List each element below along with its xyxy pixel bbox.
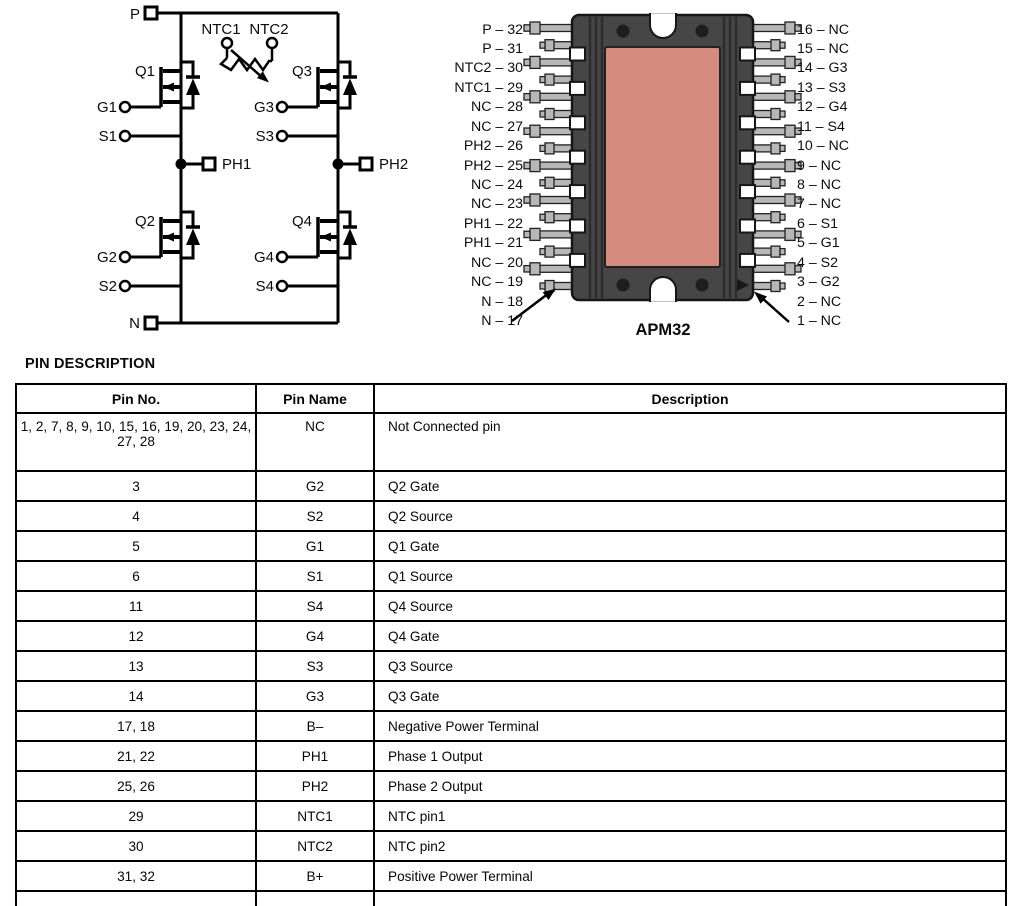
table-row: [16, 801, 1006, 831]
cell-description: NTC pin2: [374, 831, 1006, 861]
ntc-thermistor: [221, 38, 277, 83]
package-left-pin-labels: [413, 21, 523, 332]
cell-pin-no: 30: [16, 831, 256, 861]
pin-label: N – 17: [481, 313, 523, 330]
package-substrate: [605, 47, 720, 267]
cell-pin-name: G4: [256, 621, 374, 651]
pin-label: 10 – NC: [797, 138, 850, 155]
cell-pin-no: 12: [16, 621, 256, 651]
label-q2: Q2: [134, 213, 155, 230]
package-pins-left: [524, 22, 575, 292]
cell-description: Q4 Gate: [374, 621, 1006, 651]
cell-pin-no: 29: [16, 801, 256, 831]
label-q1: Q1: [134, 63, 155, 80]
cell-pin-name: S2: [256, 501, 374, 531]
circuit-schematic: [97, 6, 408, 332]
cell-description: Positive Power Terminal: [374, 861, 1006, 891]
table-row: [16, 861, 1006, 891]
label-ntc2: NTC2: [249, 21, 289, 38]
cell-pin-no: 25, 26: [16, 771, 256, 801]
header-pin-no: Pin No.: [16, 384, 256, 413]
label-s4: S4: [255, 278, 274, 295]
ph2-terminal-square: [360, 158, 372, 170]
cell-pin-name: S1: [256, 561, 374, 591]
pin-label: 7 – NC: [797, 196, 842, 213]
pin-label: NC – 28: [470, 99, 523, 116]
package-name: APM32: [635, 321, 691, 339]
table-title: PIN DESCRIPTION: [25, 356, 156, 372]
pin-label: P – 31: [482, 40, 523, 57]
header-description: Description: [374, 384, 1006, 413]
pin-label: PH2 – 25: [463, 157, 523, 174]
pin-label: NC – 27: [470, 118, 523, 135]
cell-description: Q1 Gate: [374, 531, 1006, 561]
cell-pin-name: NC: [256, 413, 374, 471]
cell-pin-name: G1: [256, 531, 374, 561]
cell-description: Q3 Gate: [374, 681, 1006, 711]
cell-description: Phase 1 Output: [374, 741, 1006, 771]
pin-label: 11 – S4: [797, 118, 845, 135]
pin-label: NC – 20: [470, 254, 523, 271]
pin-label: NTC1 – 29: [454, 79, 523, 96]
table-row: [16, 413, 1006, 471]
label-s2: S2: [98, 278, 117, 295]
cell-description: Q2 Source: [374, 501, 1006, 531]
package-pins-right: [750, 22, 801, 292]
label-p: P: [129, 6, 140, 23]
table-body: [16, 413, 1006, 906]
table-row: [16, 831, 1006, 861]
pin-label: 15 – NC: [797, 40, 850, 57]
cell-pin-no: 6: [16, 561, 256, 591]
pin-label: 5 – G1: [797, 235, 840, 252]
pin-label: P – 32: [482, 21, 523, 38]
cell-description: Phase 2 Output: [374, 771, 1006, 801]
table-row: [16, 561, 1006, 591]
cell-description: Q4 Source: [374, 591, 1006, 621]
cell-description: Q3 Source: [374, 651, 1006, 681]
cell-description: NTC pin1: [374, 801, 1006, 831]
cell-pin-name: NTC2: [256, 831, 374, 861]
cell-pin-name: B+: [256, 861, 374, 891]
label-s3: S3: [255, 128, 274, 145]
cell-pin-name: G2: [256, 471, 374, 501]
label-n: N: [129, 315, 140, 332]
cell-description: Not Connected pin: [374, 413, 1006, 471]
table-header-row: [16, 384, 1006, 413]
label-g3: G3: [253, 99, 274, 116]
table-row: [16, 711, 1006, 741]
label-q3: Q3: [291, 63, 312, 80]
cell-pin-name: B–: [256, 711, 374, 741]
cell-pin-no: 3: [16, 471, 256, 501]
cell-pin-no: 14: [16, 681, 256, 711]
mosfet-q3: [277, 62, 357, 141]
label-q4: Q4: [291, 213, 312, 230]
pin-label: PH2 – 26: [463, 138, 523, 155]
pin-label: 13 – S3: [797, 79, 846, 96]
table-row: [16, 501, 1006, 531]
table-partial-row: [16, 891, 1006, 906]
cell-pin-no: 31, 32: [16, 861, 256, 891]
cell-pin-no: 5: [16, 531, 256, 561]
mosfet-q1: [120, 62, 200, 141]
cell-pin-no: 11: [16, 591, 256, 621]
label-ph2: PH2: [379, 156, 409, 173]
cell-pin-name: S3: [256, 651, 374, 681]
pin-label: NC – 19: [470, 274, 523, 291]
cell-pin-no: 21, 22: [16, 741, 256, 771]
pin-description-table: [15, 383, 1007, 906]
pin-label: NC – 24: [470, 177, 523, 193]
cell-pin-no: 17, 18: [16, 711, 256, 741]
mosfet-q2: [120, 212, 200, 291]
table-row: [16, 621, 1006, 651]
pin-label: 6 – S1: [797, 215, 839, 232]
label-g4: G4: [253, 249, 274, 266]
table-row: [16, 591, 1006, 621]
pin-label: 4 – S2: [797, 254, 839, 271]
pin-label: N – 18: [481, 293, 523, 310]
mosfet-q4: [277, 212, 357, 291]
cell-description: Negative Power Terminal: [374, 711, 1006, 741]
p-terminal-square: [145, 7, 157, 19]
cell-pin-name: PH1: [256, 741, 374, 771]
cell-pin-name: G3: [256, 681, 374, 711]
cell-pin-no: 1, 2, 7, 8, 9, 10, 15, 16, 19, 20, 23, 24, 27, 28: [16, 413, 256, 471]
cell-description: Q1 Source: [374, 561, 1006, 591]
header-pin-name: Pin Name: [256, 384, 374, 413]
label-s1: S1: [98, 128, 117, 145]
label-g2: G2: [96, 249, 117, 266]
cell-description: Q2 Gate: [374, 471, 1006, 501]
table-row: [16, 771, 1006, 801]
ph1-terminal-square: [203, 158, 215, 170]
label-g1: G1: [96, 99, 117, 116]
pin-label: 14 – G3: [797, 60, 848, 77]
pin-label: PH1 – 21: [463, 235, 523, 252]
label-ntc1: NTC1: [201, 21, 241, 38]
pin1-arrow: [754, 292, 789, 323]
table-row: [16, 681, 1006, 711]
cell-pin-name: PH2: [256, 771, 374, 801]
cell-pin-name: S4: [256, 591, 374, 621]
pin-label: 9 – NC: [797, 157, 842, 174]
pin-label: NC – 23: [470, 196, 523, 213]
pin-label: 1 – NC: [797, 313, 842, 330]
cell-pin-name: NTC1: [256, 801, 374, 831]
pin-label: PH1 – 22: [463, 215, 523, 232]
table-row: [16, 651, 1006, 681]
package-diagram: [512, 13, 801, 339]
pin-label: 16 – NC: [797, 21, 850, 38]
n-terminal-square: [145, 317, 157, 329]
pin-label: 8 – NC: [797, 177, 842, 193]
pin-label: 3 – G2: [797, 274, 840, 291]
pin-label: 2 – NC: [797, 293, 842, 310]
table-row: [16, 741, 1006, 771]
pin-label: NTC2 – 30: [454, 60, 523, 77]
table-row: [16, 531, 1006, 561]
pin-label: 12 – G4: [797, 99, 848, 116]
package-right-pin-labels: [797, 21, 947, 332]
label-ph1: PH1: [222, 156, 252, 173]
cell-pin-no: 13: [16, 651, 256, 681]
cell-pin-no: 4: [16, 501, 256, 531]
table-row: [16, 471, 1006, 501]
